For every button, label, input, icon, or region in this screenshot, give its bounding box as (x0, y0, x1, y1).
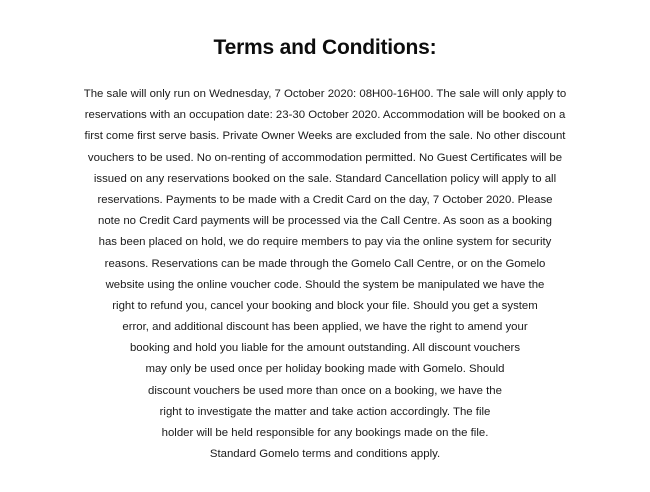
terms-line: website using the online voucher code. Should the system be manipulated we have the (105, 278, 545, 291)
terms-body (0, 84, 650, 465)
terms-line: Standard Gomelo terms and conditions apply. (209, 448, 441, 461)
terms-line: note no Credit Card payments will be processed via the Call Centre. As soon as a booking (98, 215, 552, 228)
terms-line: error, and additional discount has been applied, we have the right to amend your (122, 321, 528, 334)
terms-line: holder will be held responsible for any bookings made on the file. (161, 427, 489, 439)
terms-line: discount vouchers be used more than once on a booking, we have the (148, 384, 502, 397)
terms-line: reservations. Payments to be made with a Credit Card on the day, 7 October 2020. Please (97, 193, 553, 206)
terms-line: issued on any reservations booked on the sale. Standard Cancellation policy will apply to all (93, 172, 557, 185)
page-title: Terms and Conditions: (213, 36, 437, 59)
terms-line: vouchers to be used. No on-renting of accommodation permitted. No Guest Certificates will be (87, 151, 563, 164)
terms-line: first come first serve basis. Private Owner Weeks are excluded from the sale. No other discount (84, 130, 566, 143)
terms-line: has been placed on hold, we do require members to pay via the online system for security (98, 236, 552, 249)
terms-line: reasons. Reservations can be made through the Gomelo Call Centre, or on the Gomelo (104, 257, 546, 270)
terms-line: booking and hold you liable for the amount outstanding. All discount vouchers (129, 342, 521, 355)
terms-line: The sale will only run on Wednesday, 7 October 2020: 08H00-16H00. The sale will only apply to (83, 88, 567, 100)
terms-line: may only be used once per holiday booking made with Gomelo. Should (145, 363, 505, 376)
terms-line: right to investigate the matter and take action accordingly. The file (159, 405, 491, 418)
terms-line: reservations with an occupation date: 23-30 October 2020. Accommodation will be booked on a (84, 109, 566, 122)
terms-line: right to refund you, cancel your booking and block your file. Should you get a system (112, 299, 538, 312)
